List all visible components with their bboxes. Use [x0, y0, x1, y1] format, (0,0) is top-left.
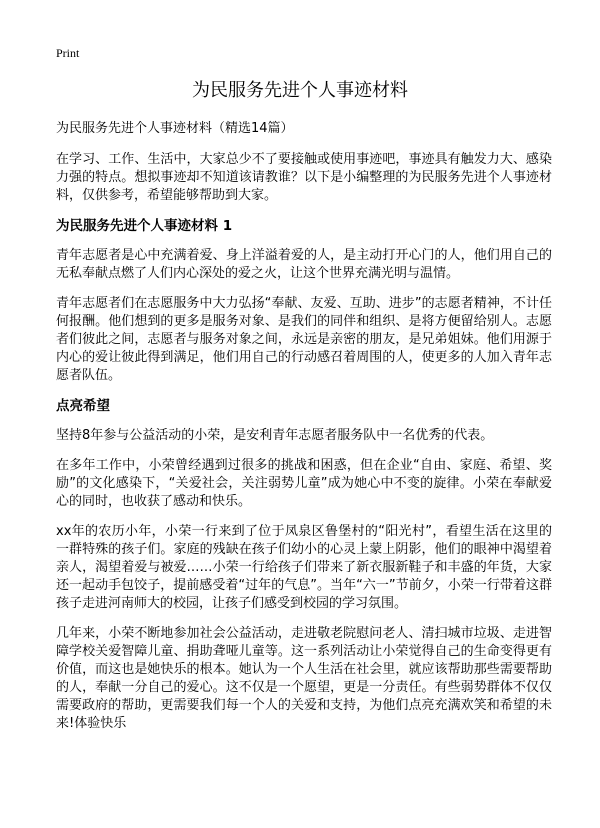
print-link[interactable]: Print [56, 46, 80, 60]
section1-paragraph-2: 青年志愿者们在志愿服务中大力弘扬“奉献、友爱、互助、进步”的志愿者精神，不计任何报酬。他们想到的更多是服务对象、是我们的同伴和组织、是将方便留给别人。志愿者们彼此之间，志愿者与服务对象之间，永远是亲密的朋友，是兄弟姐妹。他们用源于内心的爱让彼此得到满足，他们用自己的行动感召着周围的人，使更多的人加入青年志愿者队伍。 [56, 296, 552, 383]
intro-paragraph: 在学习、工作、生活中，大家总少不了要接触或使用事迹吧，事迹具有触发力大、感染力强的特点。想拟事迹却不知道该请教谁？以下是小编整理的为民服务先进个人事迹材料，仅供参考，希望能够帮助到大家。 [56, 152, 552, 203]
section2-paragraph-2: 在多年工作中，小荣曾经遇到过很多的挑战和困惑，但在企业“自由、家庭、希望、奖励”的文化感染下，“关爱社会，关注弱势儿童”成为她心中不变的旋律。小荣在奉献爱心的同时，也收获了感动和快乐。 [56, 458, 552, 509]
document-subtitle: 为民服务先进个人事迹材料（精选14篇） [56, 121, 294, 136]
section-heading-2: 点亮希望 [56, 398, 110, 414]
section-heading-1: 为民服务先进个人事迹材料 1 [56, 218, 233, 234]
section2-paragraph-4: 几年来，小荣不断地参加社会公益活动，走进敬老院慰问老人、清扫城市垃圾、走进智障学校关爱智障儿童、捐助聋哑儿童等。这一系列活动让小荣觉得自己的生命变得更有价值，而这也是她快乐的根本。她认为一个人生活在社会里，就应该帮助那些需要帮助的人，奉献一分自己的爱心。这不仅是一个愿望，更是一分责任。有些弱势群体不仅仅需要政府的帮助，更需要我们每一个人的关爱和支持，为他们点亮充满欢笑和希望的未来!体验快乐 [56, 626, 552, 731]
section1-paragraph-1: 青年志愿者是心中充满着爱、身上洋溢着爱的人，是主动打开心门的人，他们用自己的无私奉献点燃了人们内心深处的爱之火，让这个世界充满光明与温情。 [56, 248, 552, 281]
page-title: 为民服务先进个人事迹材料 [192, 80, 408, 101]
document-body [56, 120, 552, 745]
section2-paragraph-1: 坚持8年参与公益活动的小荣，是安利青年志愿者服务队中一名优秀的代表。 [56, 428, 494, 443]
section2-paragraph-3: xx年的农历小年，小荣一行来到了位于凤泉区鲁堡村的“阳光村”，看望生活在这里的一群特殊的孩子们。家庭的残缺在孩子们幼小的心灵上蒙上阴影，他们的眼神中渴望着亲人，渴望着爱与被爱……小荣一行给孩子们带来了新衣服新鞋子和丰盛的年货，大家还一起动手包饺子，提前感受着“过年的气息”。当年“六一”节前夕，小荣一行带着这群孩子走进河南师大的校园，让孩子们感受到校园的学习氛围。 [56, 524, 552, 611]
